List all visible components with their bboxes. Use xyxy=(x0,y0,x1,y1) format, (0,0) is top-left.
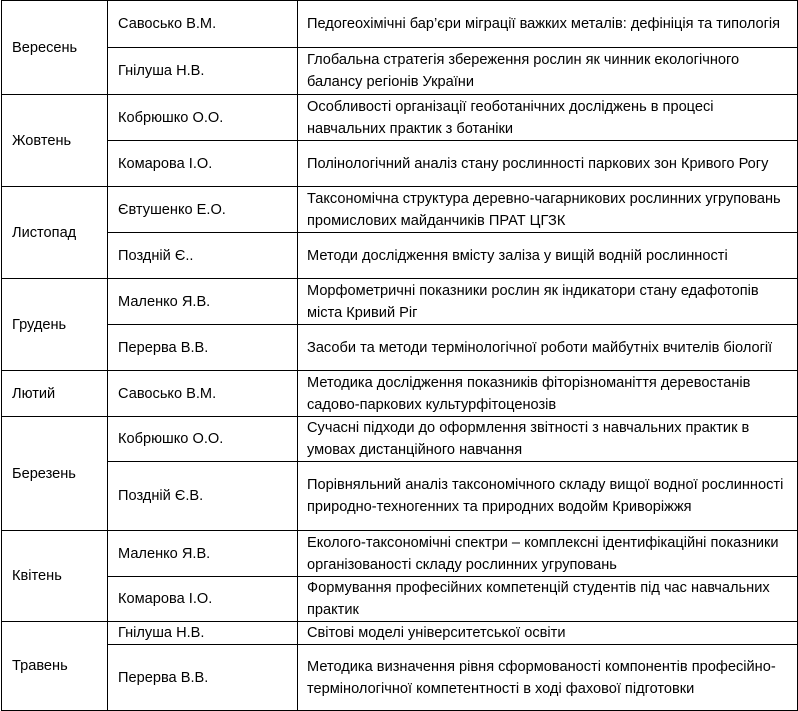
author-cell: Перерва В.В. xyxy=(108,325,298,371)
author-cell: Кобрюшко О.О. xyxy=(108,95,298,141)
topic-cell: Еколого-таксономічні спектри – комплексні ідентифікаційні показники організованості складу рослинних угруповань xyxy=(298,531,798,577)
topic-cell: Таксономічна структура деревно-чагарникових рослинних угруповань промислових майданчиків ПРАТ ЦГЗК xyxy=(298,187,798,233)
seminar-schedule-table xyxy=(1,0,798,711)
author-cell: Перерва В.В. xyxy=(108,645,298,711)
table-row xyxy=(2,417,798,462)
month-cell: Квітень xyxy=(2,531,108,622)
author-cell: Кобрюшко О.О. xyxy=(108,417,298,462)
month-cell: Березень xyxy=(2,417,108,531)
topic-cell: Морфометричні показники рослин як індикатори стану едафотопів міста Кривий Ріг xyxy=(298,279,798,325)
author-cell: Маленко Я.В. xyxy=(108,279,298,325)
author-cell: Комарова І.О. xyxy=(108,141,298,187)
table-row xyxy=(2,371,798,417)
author-cell: Маленко Я.В. xyxy=(108,531,298,577)
author-cell: Гнілуша Н.В. xyxy=(108,48,298,95)
table-row xyxy=(2,462,798,531)
topic-cell: Засоби та методи термінологічної роботи майбутніх вчителів біології xyxy=(298,325,798,371)
topic-cell: Методика визначення рівня сформованості компонентів професійно-термінологічної компетентності в ході фахової підготовки xyxy=(298,645,798,711)
author-cell: Савосько В.М. xyxy=(108,371,298,417)
topic-cell: Порівняльний аналіз таксономічного складу вищої водної рослинності природно-техногенних та природних водойм Криворіжжя xyxy=(298,462,798,531)
topic-cell: Методика дослідження показників фіторізноманіття деревостанів садово-паркових культурфітоценозів xyxy=(298,371,798,417)
author-cell: Євтушенко Е.О. xyxy=(108,187,298,233)
topic-cell: Особливості організації геоботанічних досліджень в процесі навчальних практик з ботаніки xyxy=(298,95,798,141)
month-cell: Листопад xyxy=(2,187,108,279)
topic-cell: Полінологічний аналіз стану рослинності паркових зон Кривого Рогу xyxy=(298,141,798,187)
table-row xyxy=(2,141,798,187)
table-row xyxy=(2,95,798,141)
topic-cell: Формування професійних компетенцій студентів під час навчальних практик xyxy=(298,577,798,622)
table-row xyxy=(2,279,798,325)
month-cell: Лютий xyxy=(2,371,108,417)
table-row xyxy=(2,233,798,279)
month-cell: Грудень xyxy=(2,279,108,371)
topic-cell: Світові моделі університетської освіти xyxy=(298,622,798,645)
table-row xyxy=(2,531,798,577)
author-cell: Гнілуша Н.В. xyxy=(108,622,298,645)
month-cell: Травень xyxy=(2,622,108,711)
month-cell: Вересень xyxy=(2,1,108,95)
table-row xyxy=(2,187,798,233)
author-cell: Савосько В.М. xyxy=(108,1,298,48)
month-cell: Жовтень xyxy=(2,95,108,187)
table-row xyxy=(2,48,798,95)
author-cell: Поздній Є.. xyxy=(108,233,298,279)
table-row xyxy=(2,1,798,48)
author-cell: Поздній Є.В. xyxy=(108,462,298,531)
table-row xyxy=(2,577,798,622)
table-row xyxy=(2,622,798,645)
topic-cell: Сучасні підходи до оформлення звітності з навчальних практик в умовах дистанційного навчання xyxy=(298,417,798,462)
table-row xyxy=(2,325,798,371)
topic-cell: Педогеохімічні бар’єри міграції важких металів: дефініція та типологія xyxy=(298,1,798,48)
author-cell: Комарова І.О. xyxy=(108,577,298,622)
topic-cell: Глобальна стратегія збереження рослин як чинник екологічного балансу регіонів України xyxy=(298,48,798,95)
topic-cell: Методи дослідження вмісту заліза у вищій водній рослинності xyxy=(298,233,798,279)
table-row xyxy=(2,645,798,711)
